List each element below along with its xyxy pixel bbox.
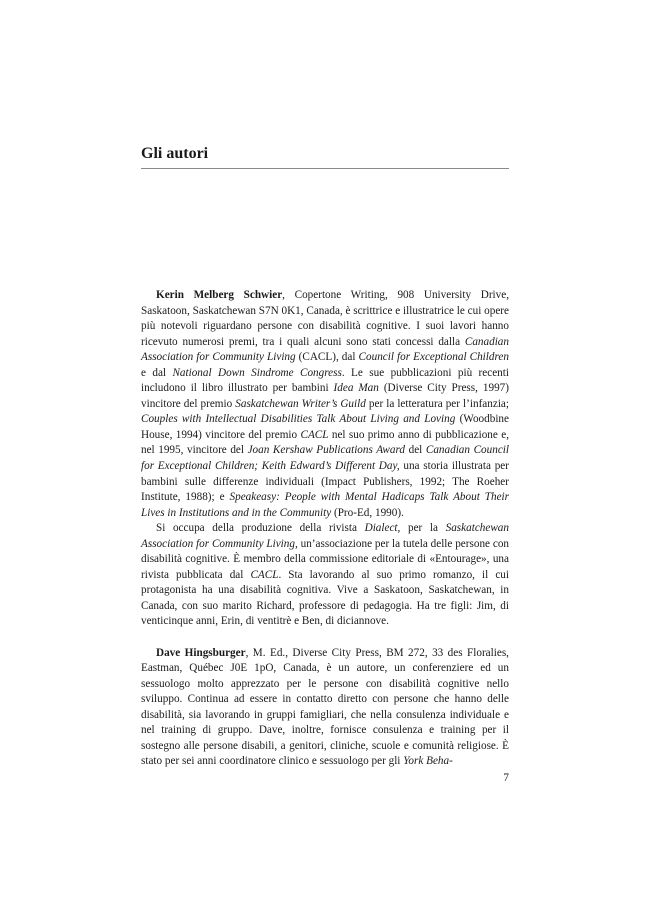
author-name-schwier: Kerin Melberg Schwier <box>156 289 283 301</box>
body-text: (CACL), dal <box>295 351 359 364</box>
body-text: per la letteratura per l’infanzia; <box>365 397 509 410</box>
italic-text: Canadian Council for Exceptional Children; Keith Edward’s Different Day, <box>141 444 509 473</box>
italic-text: Saskatchewan Association for Community Living, <box>141 522 509 550</box>
italic-text: CACL <box>300 428 329 441</box>
bio-paragraph-hingsburger <box>141 646 509 770</box>
italic-text: Dialect <box>364 522 398 535</box>
italic-text: Idea Man <box>333 382 379 395</box>
body-text: nel suo primo anno di pubblicazione e, nel 1995, vincitore del <box>141 428 509 457</box>
body-text: . Le sue pubblicazioni più recenti includono il libro illustrato per bambini <box>141 366 509 395</box>
author-name-hingsburger: Dave Hingsburger <box>156 646 246 659</box>
body-text: un’associazione per la tutela delle persone con disabilità cognitive. È membro della commissione editoriale di «Entourage», una rivista pubblicata dal <box>141 537 510 581</box>
body-text: (Woodbine House, 1994) vincitore del premio <box>141 413 509 441</box>
italic-text: Canadian Association for Community Living <box>141 335 509 364</box>
paragraph-body <box>141 522 509 627</box>
paragraph-body <box>141 289 509 519</box>
body-text: Si occupa della produzione della rivista <box>156 522 365 535</box>
body-text: , per la <box>397 522 446 535</box>
page-number: 7 <box>503 772 509 784</box>
body-text: , M. Ed., Diverse City Press, BM 272, 33 des Floralies, Eastman, Québec J0E 1pO, Canada, è un autore, un conferenziere ed un sessuologo molto apprezzato per le persone con disabilità cognitive nello sviluppo. Continua ad essere in contatto diretto con persone che hanno delle disabilità, sia lavorando in gruppi famigliari, che nella consulenza individuale e nel training di gruppo. Dave, inoltre, fornisce consulenza e training per il sostegno alle persone disabili, a genitori, cliniche, scuole e comunità religiose. È stato per sei anni coordinatore clinico e sessuologo per gli <box>141 646 509 768</box>
italic-text: Speakeasy: People with Mental Hadicaps Talk About Their Lives in Institutions and in the Community <box>141 491 509 519</box>
italic-text: Council for Exceptional Children <box>358 351 509 364</box>
author-bios <box>141 288 509 770</box>
body-text: , Copertone Writing, 908 University Drive, Saskatoon, Saskatchewan S7N 0K1, Canada, è scrittrice e illustratrice le cui opere più notevoli riguardano persone con disabilità cognitive. I suoi lavori hanno ricevuto numerosi premi, tra i quali alcuni sono stati concessi dalla <box>141 289 510 348</box>
italic-text: York Beha- <box>403 755 453 768</box>
body-text: del <box>405 444 426 457</box>
body-text: (Pro-Ed, 1990). <box>331 506 404 519</box>
italic-text: CACL <box>250 568 279 581</box>
bio-paragraph-schwier-cont <box>141 521 509 630</box>
body-text: una storia illustrata per bambini sulle differenze individuali (Impact Publishers, 1992; The Roeher Institute, 1988); e <box>141 460 509 504</box>
italic-text: Joan Kershaw Publications Award <box>247 444 406 457</box>
italic-text: Couples with Intellectual Disabilities Talk About Living and Loving <box>141 413 456 426</box>
body-text: e dal <box>141 366 173 379</box>
italic-text: Saskatchewan Writer’s Guild <box>235 397 366 410</box>
paragraph-body <box>141 647 509 768</box>
body-text: (Diverse City Press, 1997) vincitore del premio <box>141 382 509 410</box>
italic-text: National Down Sindrome Congress <box>172 366 342 379</box>
bio-paragraph-schwier <box>141 288 509 521</box>
section-heading: Gli autori <box>141 142 509 169</box>
body-text: . Sta lavorando al suo primo romanzo, il cui protagonista ha una disabilità cognitiva. Vive a Saskatoon, Saskatchewan, in Canada, con suo marito Richard, professore di pedagogia. Ha tre figli: Jim, di venticinque anni, Erin, di ventitrè e Ben, di diciannove. <box>141 568 509 628</box>
